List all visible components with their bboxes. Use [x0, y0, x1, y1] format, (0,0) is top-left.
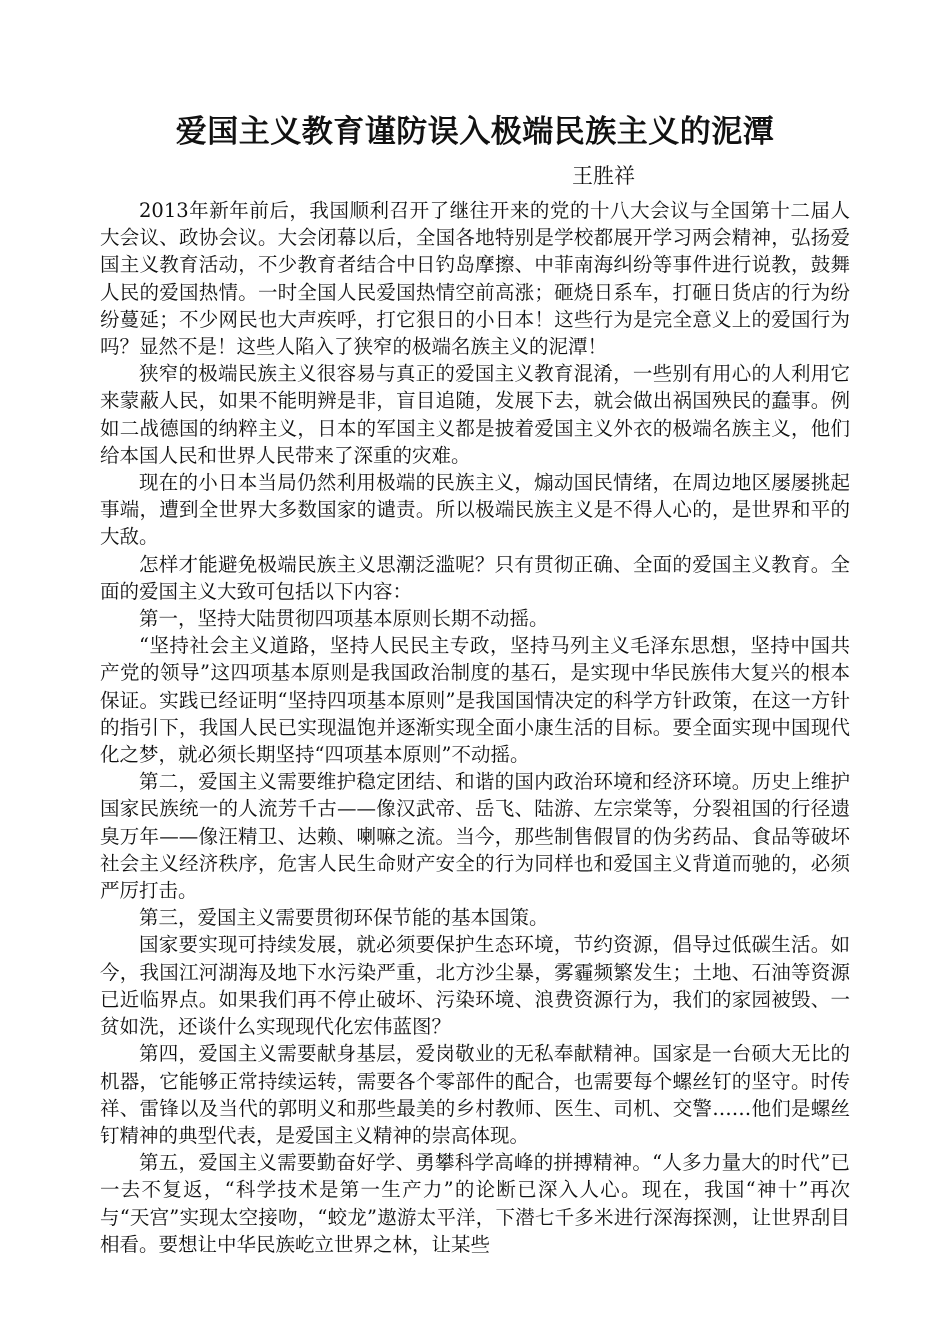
paragraph-how-to-avoid: 怎样才能避免极端民族主义思潮泛滥呢？只有贯彻正确、全面的爱国主义教育。全面的爱国主义大致可包括以下内容： [100, 552, 850, 603]
paragraph-point-two: 第二，爱国主义需要维护稳定团结、和谐的国内政治环境和经济环境。历史上维护国家民族统一的人流芳千古——像汉武帝、岳飞、陆游、左宗棠等，分裂祖国的行径遗臭万年——像汪精卫、达赖、喇嘛之流。当今，那些制售假冒的伪劣药品、食品等破坏社会主义经济秩序，危害人民生命财产安全的行为同样也和爱国主义背道而驰的，必须严厉打击。 [100, 770, 850, 903]
paragraph-environment: 国家要实现可持续发展，就必须要保护生态环境，节约资源，倡导过低碳生活。如今，我国江河湖海及地下水污染严重，北方沙尘暴，雾霾频繁发生；土地、石油等资源已近临界点。如果我们再不停止破坏、污染环境、浪费资源行为，我们的家园被毁、一贫如洗，还谈什么实现现代化宏伟蓝图？ [100, 933, 850, 1039]
author-name: 王胜祥 [572, 164, 635, 188]
paragraph-japan-authorities: 现在的小日本当局仍然利用极端的民族主义，煽动国民情绪，在周边地区屡屡挑起事端，遭到全世界大多数国家的谴责。所以极端民族主义是不得人心的，是世界和平的大敌。 [100, 471, 850, 549]
paragraph-point-one: 第一，坚持大陆贯彻四项基本原则长期不动摇。 [139, 607, 549, 631]
paragraph-four-principles: “坚持社会主义道路，坚持人民民主专政，坚持马列主义毛泽东思想，坚持中国共产党的领导”这四项基本原则是我国政治制度的基石，是实现中华民族伟大复兴的根本保证。实践已经证明“坚持四项基本原则”是我国国情决定的科学方针政策，在这一方针的指引下，我国人民已实现温饱并逐渐实现全面小康生活的目标。要全面实现中国现代化之梦，就必须长期坚持“四项基本原则”不动摇。 [100, 634, 850, 767]
paragraph-point-four: 第四，爱国主义需要献身基层，爱岗敬业的无私奉献精神。国家是一台硕大无比的机器，它能够正常持续运转，需要各个零部件的配合，也需要每个螺丝钉的坚守。时传祥、雷锋以及当代的郭明义和那些最美的乡村教师、医生、司机、交警……他们是螺丝钉精神的典型代表，是爱国主义精神的崇高体现。 [100, 1042, 850, 1147]
paragraph-narrow-nationalism: 狭窄的极端民族主义很容易与真正的爱国主义教育混淆，一些别有用心的人利用它来蒙蔽人民，如果不能明辨是非，盲目追随，发展下去，就会做出祸国殃民的蠢事。例如二战德国的纳粹主义，日本的军国主义都是披着爱国主义外衣的极端名族主义，他们给本国人民和世界人民带来了深重的灾难。 [100, 362, 850, 467]
paragraph-point-five: 第五，爱国主义需要勤奋好学、勇攀科学高峰的拼搏精神。“人多力量大的时代”已一去不复返，“科学技术是第一生产力”的论断已深入人心。现在，我国“神十”再次与“天宫”实现太空接吻，“蛟龙”遨游太平洋，下潜七千多米进行深海探测，让世界刮目相看。要想让中华民族屹立世界之林，让某些 [100, 1151, 850, 1256]
document-title: 爱国主义教育谨防误入极端民族主义的泥潭 [175, 114, 775, 150]
document-body [100, 197, 850, 1258]
paragraph-intro: 2013年新年前后，我国顺利召开了继往开来的党的十八大会议与全国第十二届人大会议、政协会议。大会闭幕以后，全国各地特别是学校都展开学习两会精神，弘扬爱国主义教育活动，不少教育者结合中日钓岛摩擦、中菲南海纠纷等事件进行说教，鼓舞人民的爱国热情。一时全国人民爱国热情空前高涨；砸烧日系车，打砸日货店的行为纷纷蔓延；不少网民也大声疾呼，打它狠日的小日本！这些行为是完全意义上的爱国行为吗？显然不是！这些人陷入了狭窄的极端名族主义的泥潭！ [100, 199, 850, 359]
paragraph-point-three: 第三，爱国主义需要贯彻环保节能的基本国策。 [139, 906, 549, 930]
